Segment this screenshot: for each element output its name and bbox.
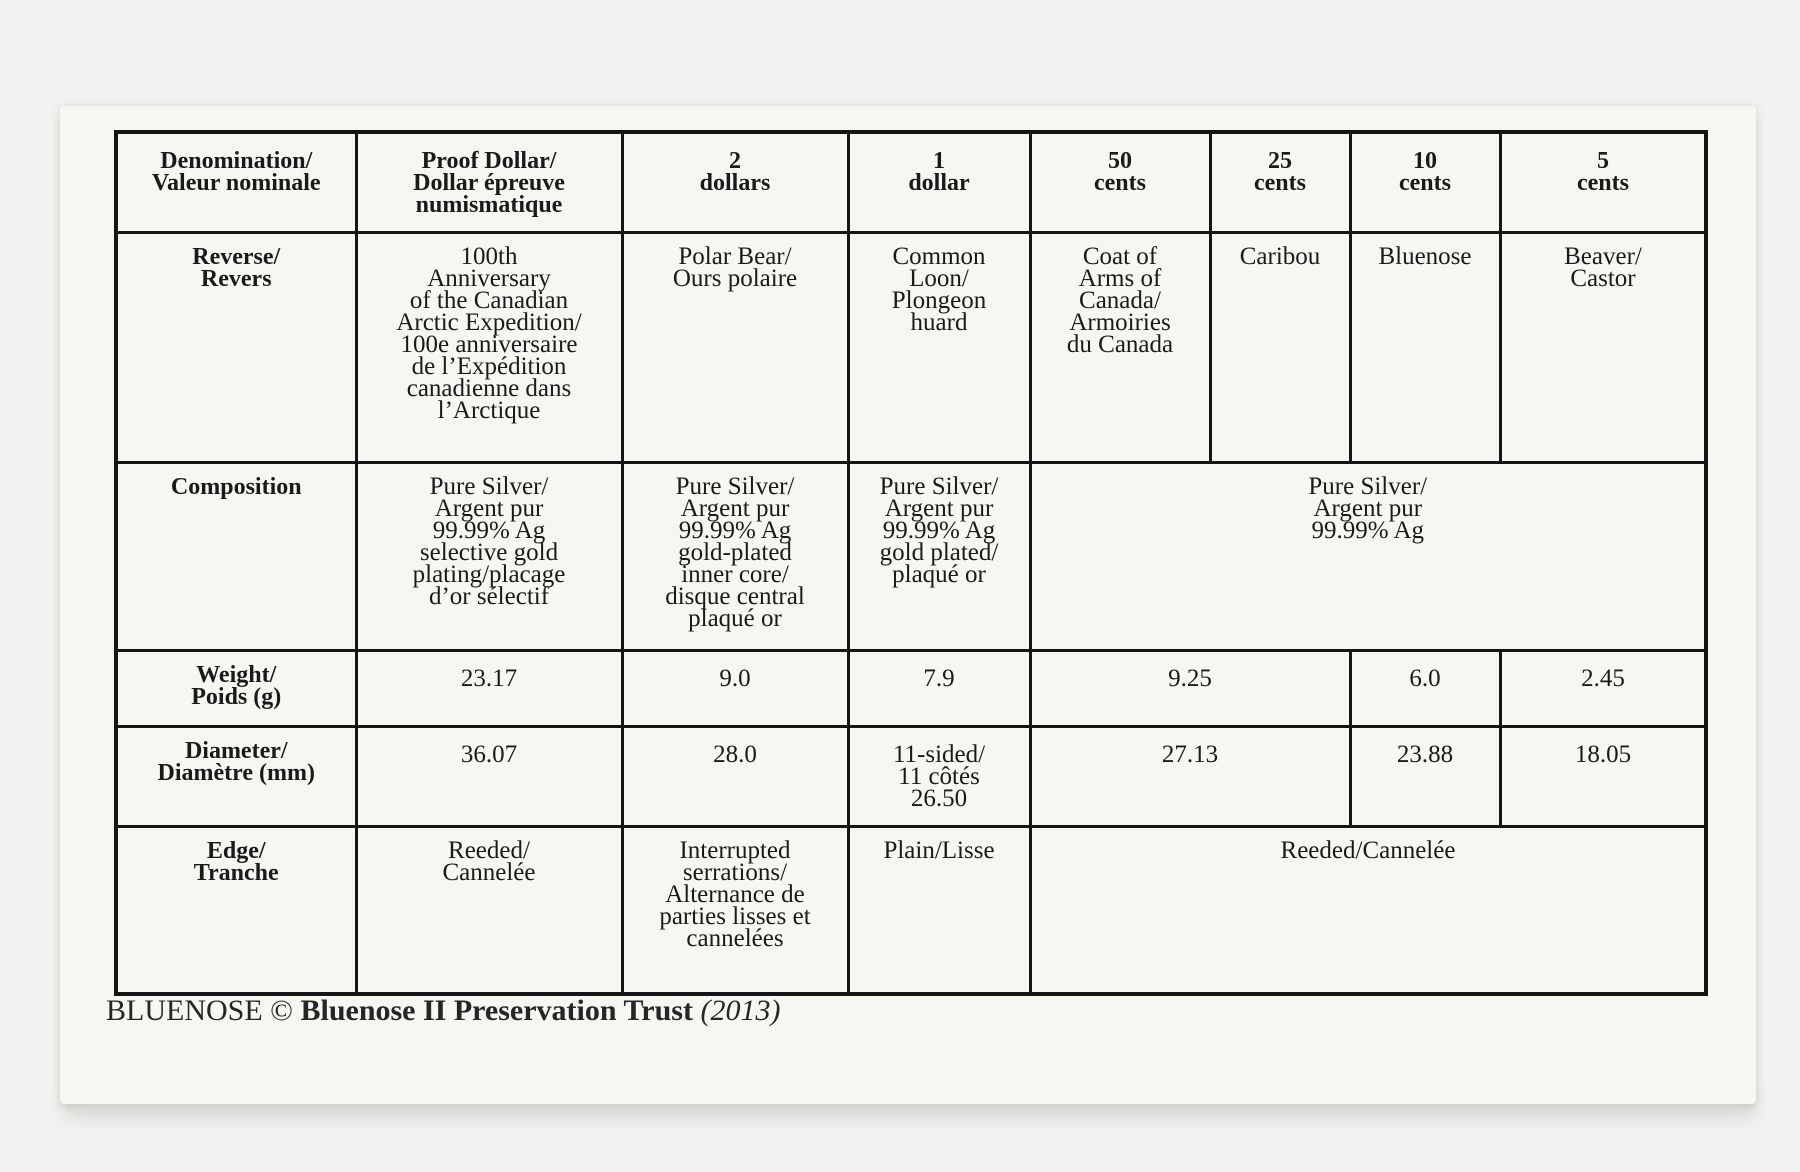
denomination-25-cents: 25 cents <box>1210 132 1350 232</box>
composition-2-dollars: Pure Silver/ Argent pur 99.99% Ag gold-plated inner core/ disque central plaqué or <box>622 462 848 650</box>
weight-label: Weight/ Poids (g) <box>116 650 356 726</box>
reverse-5-cents: Beaver/ Castor <box>1500 232 1706 462</box>
edge-1-dollar: Plain/Lisse <box>848 826 1030 994</box>
reverse-row <box>116 232 1706 462</box>
denomination-50-cents: 50 cents <box>1030 132 1210 232</box>
weight-2-dollars: 9.0 <box>622 650 848 726</box>
denomination-10-cents: 10 cents <box>1350 132 1500 232</box>
edge-label: Edge/ Tranche <box>116 826 356 994</box>
diameter-proof-dollar: 36.07 <box>356 726 622 826</box>
reverse-50-cents: Coat of Arms of Canada/ Armoiries du Canada <box>1030 232 1210 462</box>
weight-row <box>116 650 1706 726</box>
copyright-footer <box>106 994 780 1028</box>
edge-2-dollars: Interrupted serrations/ Alternance de parties lisses et cannelées <box>622 826 848 994</box>
edge-proof-dollar: Reeded/ Cannelée <box>356 826 622 994</box>
reverse-10-cents: Bluenose <box>1350 232 1500 462</box>
diameter-row <box>116 726 1706 826</box>
weight-50-cents: 9.25 <box>1030 650 1350 726</box>
diameter-label: Diameter/ Diamètre (mm) <box>116 726 356 826</box>
diameter-50-cents: 27.13 <box>1030 726 1350 826</box>
reverse-2-dollars: Polar Bear/ Ours polaire <box>622 232 848 462</box>
composition-proof-dollar: Pure Silver/ Argent pur 99.99% Ag selective gold plating/placage d’or sélectif <box>356 462 622 650</box>
edge-50-25-10-cents: Reeded/Cannelée <box>1030 826 1706 994</box>
weight-25-cents: 6.0 <box>1350 650 1500 726</box>
denomination-proof-dollar: Proof Dollar/ Dollar épreuve numismatique <box>356 132 622 232</box>
diameter-25-cents: 23.88 <box>1350 726 1500 826</box>
edge-row <box>116 826 1706 994</box>
coin-set-card <box>60 106 1756 1104</box>
composition-1-dollar: Pure Silver/ Argent pur 99.99% Ag gold plated/ plaqué or <box>848 462 1030 650</box>
reverse-label: Reverse/ Revers <box>116 232 356 462</box>
composition-label: Composition <box>116 462 356 650</box>
denomination-row <box>116 132 1706 232</box>
composition-circulation-coins: Pure Silver/ Argent pur 99.99% Ag <box>1030 462 1706 650</box>
denomination-5-cents: 5 cents <box>1500 132 1706 232</box>
diameter-1-dollar: 11-sided/ 11 côtés 26.50 <box>848 726 1030 826</box>
footer-credit: BLUENOSE © <box>106 994 293 1027</box>
coin-specifications-table <box>114 130 1708 996</box>
weight-1-dollar: 7.9 <box>848 650 1030 726</box>
diameter-2-dollars: 28.0 <box>622 726 848 826</box>
reverse-1-dollar: Common Loon/ Plongeon huard <box>848 232 1030 462</box>
reverse-25-cents: Caribou <box>1210 232 1350 462</box>
denomination-1-dollar: 1 dollar <box>848 132 1030 232</box>
footer-year: (2013) <box>700 994 781 1027</box>
weight-10-cents: 2.45 <box>1500 650 1706 726</box>
reverse-proof-dollar: 100th Anniversary of the Canadian Arctic Expedition/ 100e anniversaire de l’Expédition canadienne dans l’Arctique <box>356 232 622 462</box>
weight-proof-dollar: 23.17 <box>356 650 622 726</box>
denomination-2-dollars: 2 dollars <box>622 132 848 232</box>
composition-row <box>116 462 1706 650</box>
diameter-10-cents: 18.05 <box>1500 726 1706 826</box>
denomination-label: Denomination/ Valeur nominale <box>116 132 356 232</box>
footer-trust-name: Bluenose II Preservation Trust <box>300 994 693 1027</box>
